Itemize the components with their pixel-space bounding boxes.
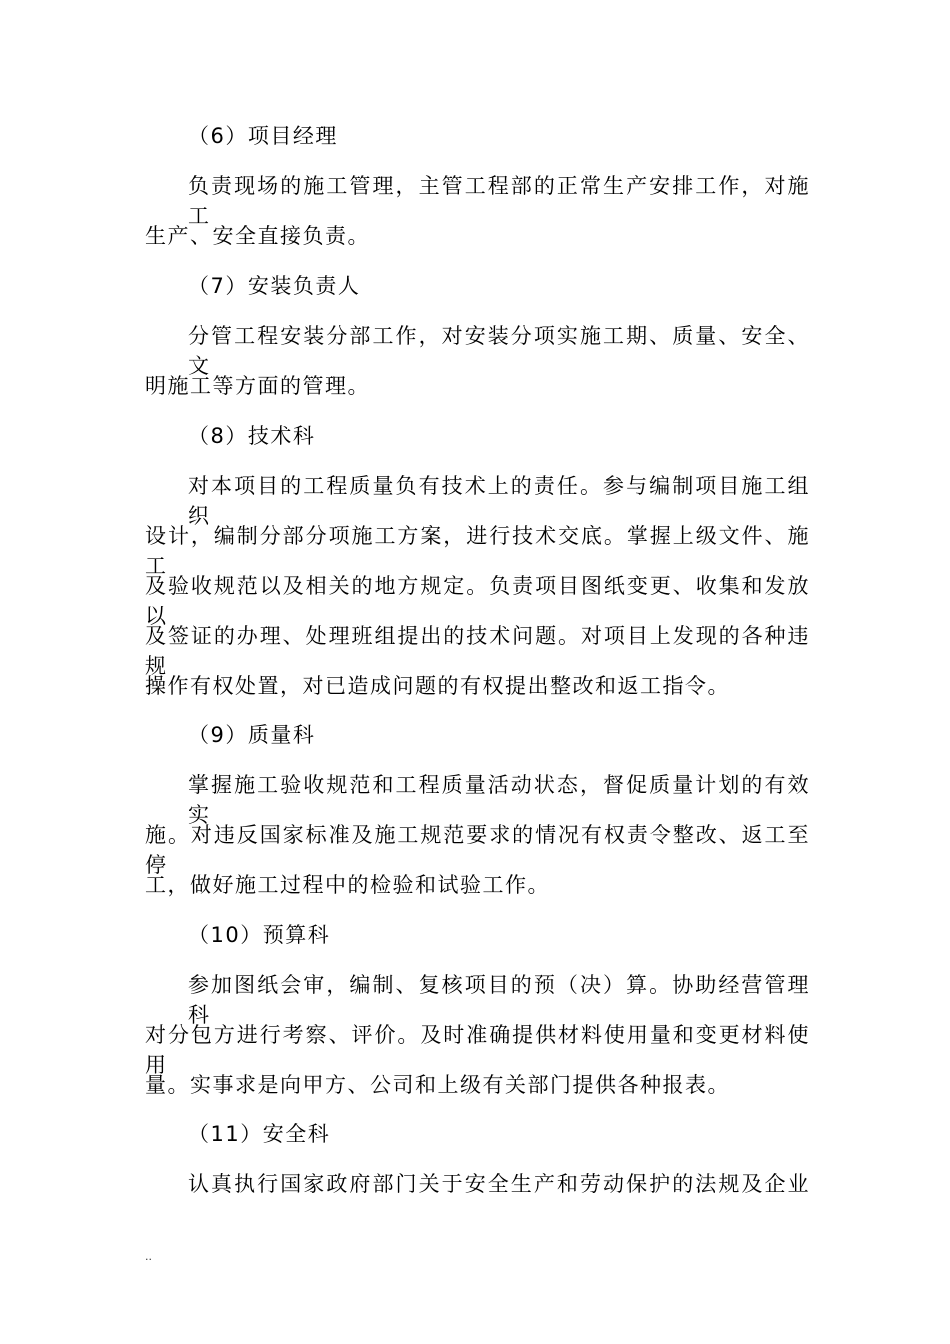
paragraph-line: 设计，编制分部分项施工方案，进行技术交底。掌握上级文件、施工 bbox=[145, 524, 810, 578]
paragraph-line: 负责现场的施工管理，主管工程部的正常生产安排工作，对施工 bbox=[188, 174, 810, 228]
paragraph-line: 及签证的办理、处理班组提出的技术问题。对项目上发现的各种违规 bbox=[145, 624, 810, 678]
paragraph-line: 施。对违反国家标准及施工规范要求的情况有权责令整改、返工至停 bbox=[145, 823, 810, 877]
paragraph-line: 参加图纸会审，编制、复核项目的预（决）算。协助经营管理科 bbox=[188, 973, 810, 1027]
heading-safety-dept: （11）安全科 bbox=[188, 1122, 331, 1146]
paragraph-line: 量。实事求是向甲方、公司和上级有关部门提供各种报表。 bbox=[145, 1073, 730, 1097]
heading-budget-dept: （10）预算科 bbox=[188, 923, 331, 947]
paragraph-line: 操作有权处置，对已造成问题的有权提出整改和返工指令。 bbox=[145, 674, 730, 698]
heading-installation-lead: （7）安装负责人 bbox=[188, 274, 361, 298]
paragraph-line: 明施工等方面的管理。 bbox=[145, 374, 370, 398]
paragraph-line: 工，做好施工过程中的检验和试验工作。 bbox=[145, 873, 550, 897]
paragraph-line: 生产、安全直接负责。 bbox=[145, 224, 370, 248]
paragraph-line: 对本项目的工程质量负有技术上的责任。参与编制项目施工组织 bbox=[188, 474, 810, 528]
paragraph-line: 分管工程安装分部工作，对安装分项实施工期、质量、安全、文 bbox=[188, 324, 810, 378]
page-footer-mark: .. bbox=[145, 1250, 152, 1263]
heading-quality-dept: （9）质量科 bbox=[188, 723, 316, 747]
heading-project-manager: （6）项目经理 bbox=[188, 124, 338, 148]
paragraph-line: 对分包方进行考察、评价。及时准确提供材料使用量和变更材料使用 bbox=[145, 1023, 810, 1077]
paragraph-line: 认真执行国家政府部门关于安全生产和劳动保护的法规及企业 bbox=[188, 1172, 810, 1196]
paragraph-line: 掌握施工验收规范和工程质量活动状态，督促质量计划的有效实 bbox=[188, 773, 810, 827]
paragraph-line: 及验收规范以及相关的地方规定。负责项目图纸变更、收集和发放以 bbox=[145, 574, 810, 628]
heading-technical-dept: （8）技术科 bbox=[188, 424, 316, 448]
